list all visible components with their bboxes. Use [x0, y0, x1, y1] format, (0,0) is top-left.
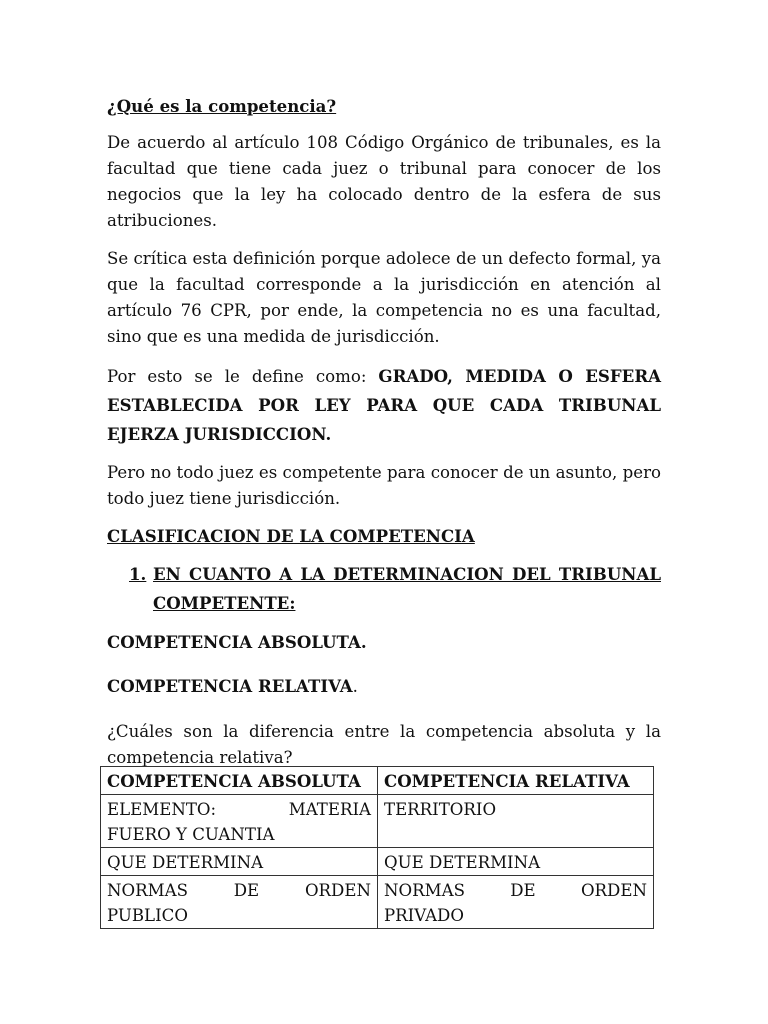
comparison-table	[100, 766, 654, 929]
competencia-relativa-line	[107, 674, 661, 699]
section-title: CLASIFICACION DE LA COMPETENCIA	[107, 526, 475, 546]
table-header-row	[101, 767, 654, 795]
list-item-text: EN CUANTO A LA DETERMINACION DEL TRIBUNAL COMPETENTE:	[153, 564, 661, 613]
list-item-number: 1.	[129, 564, 147, 584]
table-cell: NORMAS DE ORDEN PRIVADO	[378, 876, 654, 929]
table-row	[101, 848, 654, 876]
table-header-cell: COMPETENCIA ABSOLUTA	[101, 767, 378, 795]
redefinition-bold: GRADO, MEDIDA O ESFERA ESTABLECIDA POR LEY PARA QUE CADA TRIBUNAL EJERZA JURISDICCION.	[107, 366, 661, 444]
question-differences: ¿Cuáles son la diferencia entre la competencia absoluta y la competencia relativa?	[107, 722, 661, 767]
table-cell: QUE DETERMINA	[101, 848, 378, 876]
table-header-cell: COMPETENCIA RELATIVA	[378, 767, 654, 795]
table-cell: ELEMENTO: MATERIA FUERO Y CUANTIA	[101, 795, 378, 848]
table-cell: TERRITORIO	[378, 795, 654, 848]
list-item	[129, 560, 661, 618]
competencia-absoluta-label: COMPETENCIA ABSOLUTA.	[107, 632, 367, 652]
redefinition-intro: Por esto se le define como:	[107, 367, 379, 386]
table-row	[101, 795, 654, 848]
competencia-relativa-label: COMPETENCIA RELATIVA	[107, 676, 353, 696]
question-heading: ¿Qué es la competencia?	[107, 96, 337, 116]
table-row	[101, 876, 654, 929]
paragraph-definition: De acuerdo al artículo 108 Código Orgánico de tribunales, es la facultad que tiene cada juez o tribunal para conocer de los negocios que la ley ha colocado dentro de la esfera de sus atribuciones.	[107, 133, 661, 230]
paragraph-critique: Se crítica esta definición porque adolece de un defecto formal, ya que la facultad corresponde a la jurisdicción en atención al artículo 76 CPR, por ende, la competencia no es una facultad, sino que es una medida de jurisdicción.	[107, 249, 661, 346]
paragraph-redefinition	[107, 362, 661, 449]
competencia-relativa-period: .	[352, 677, 358, 696]
table-cell: NORMAS DE ORDEN PUBLICO	[101, 876, 378, 929]
table-cell: QUE DETERMINA	[378, 848, 654, 876]
paragraph-jurisdiction: Pero no todo juez es competente para conocer de un asunto, pero todo juez tiene jurisdicción.	[107, 463, 661, 508]
document-body	[107, 94, 661, 783]
